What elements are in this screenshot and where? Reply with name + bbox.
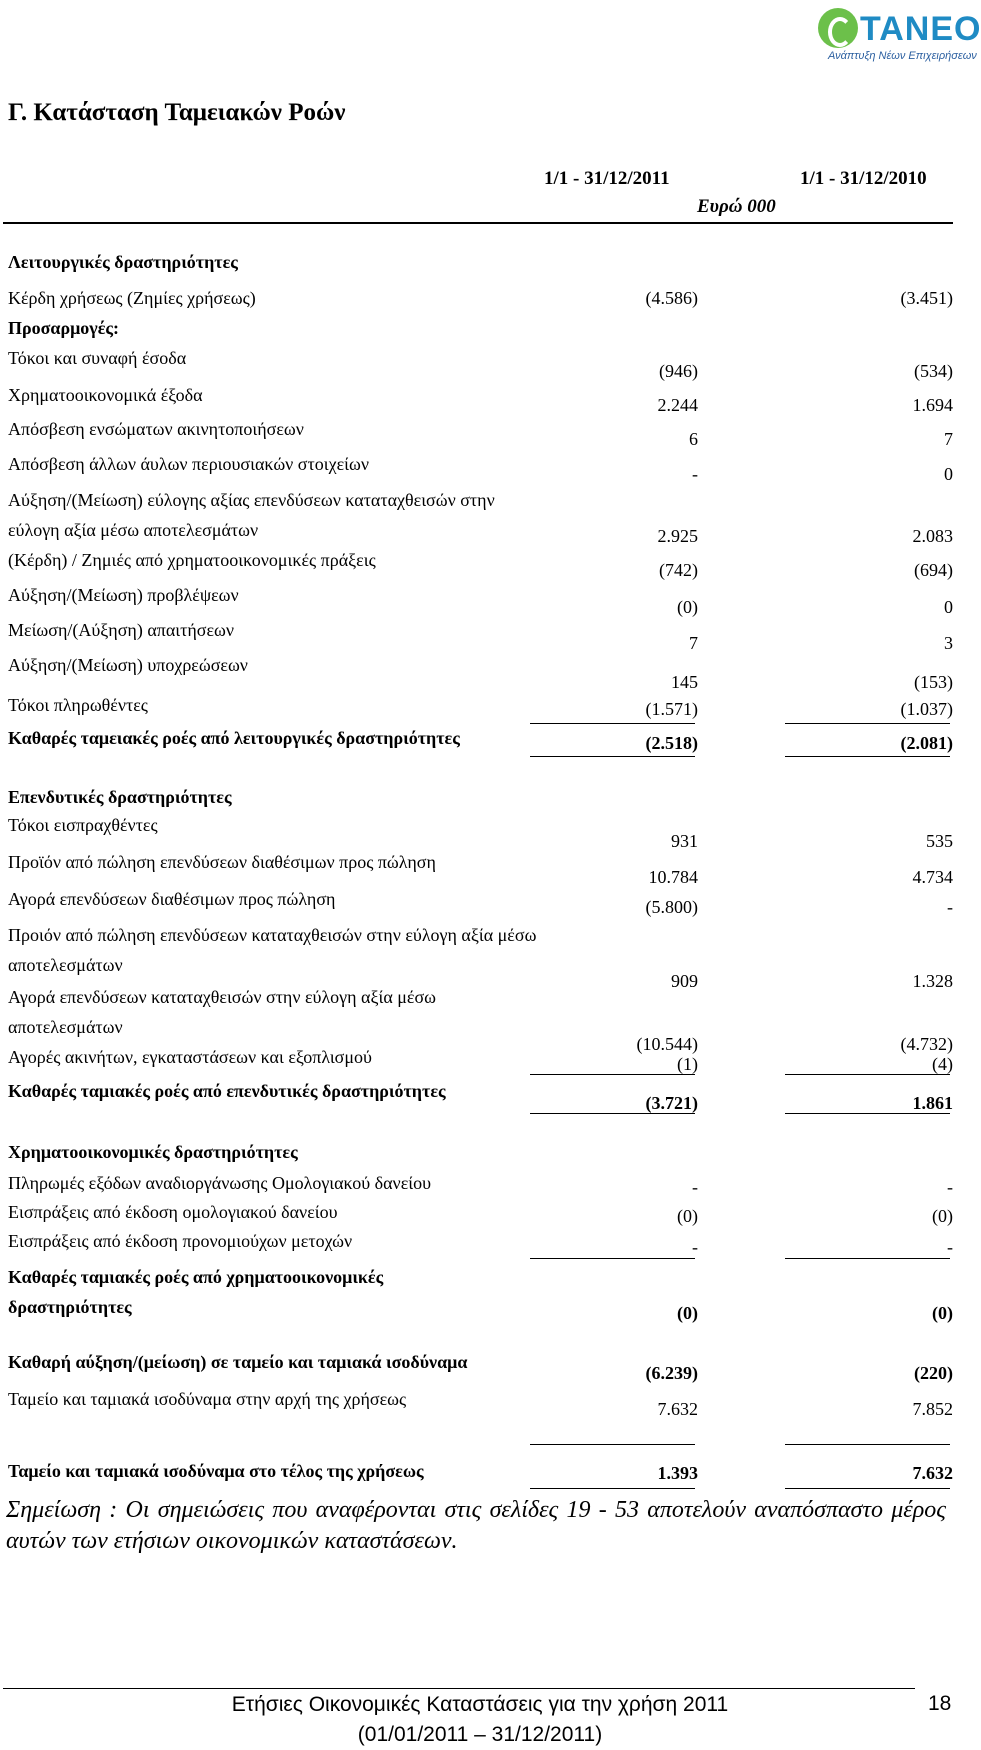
value-2011: -	[692, 1237, 698, 1257]
row-label: Τόκοι εισπραχθέντες	[8, 815, 158, 835]
page-footer	[0, 1690, 960, 1750]
header-rule	[3, 222, 953, 224]
subtotal-rule	[530, 1074, 695, 1075]
value-2010: 7.632	[912, 1463, 953, 1483]
taneo-logo	[816, 4, 981, 66]
total-rule	[530, 1488, 695, 1489]
value-2011: (10.544)	[636, 1034, 698, 1054]
row-label: Καθαρές ταμιακές ροές από χρηματοοικονομικές δραστηριότητες	[8, 1267, 384, 1317]
row-label: Ταμείο και ταμιακά ισοδύναμα στο τέλος της χρήσεως	[8, 1461, 424, 1481]
value-2011: (1.571)	[645, 699, 698, 719]
value-2011: (3.721)	[645, 1093, 698, 1113]
subtotal-rule	[785, 1074, 950, 1075]
row-label: Εισπράξεις από έκδοση προνομιούχων μετοχών	[8, 1231, 353, 1251]
value-2011: 909	[671, 971, 698, 991]
section-heading-operating: Λειτουργικές δραστηριότητες	[8, 252, 238, 272]
value-2011: 7	[689, 633, 698, 653]
logo-word: TANEO	[860, 10, 981, 48]
row-label: Αγορές ακινήτων, εγκαταστάσεων και εξοπλισμού	[8, 1047, 372, 1067]
value-2011: (2.518)	[645, 733, 698, 753]
value-2011: (0)	[677, 597, 698, 617]
value-2010: 4.734	[912, 867, 953, 887]
row-label: (Κέρδη) / Ζημιές από χρηματοοικονομικές πράξεις	[8, 550, 376, 570]
value-2011: (1)	[677, 1054, 698, 1074]
value-2010: 2.083	[912, 526, 953, 546]
value-2010: 7.852	[912, 1399, 953, 1419]
row-label: Αύξηση/(Μείωση) προβλέψεων	[8, 585, 239, 605]
row-label: Προιόν από πώληση επενδύσεων καταταχθεισών στην εύλογη αξία μέσω αποτελεσμάτων	[8, 925, 537, 975]
row-label: Καθαρές ταμιακές ροές από επενδυτικές δραστηριότητες	[8, 1081, 446, 1101]
column-header-2010: 1/1 - 31/12/2010	[800, 168, 927, 189]
subtotal-rule	[785, 1258, 950, 1259]
value-2011: 145	[671, 672, 698, 692]
total-rule	[785, 756, 950, 757]
row-label: Αγορά επενδύσεων καταταχθεισών στην εύλογη αξία μέσω αποτελεσμάτων	[8, 987, 437, 1037]
value-2010: (1.037)	[900, 699, 953, 719]
total-rule	[785, 1113, 950, 1114]
value-2010: 1.861	[912, 1093, 953, 1113]
value-2011: (0)	[677, 1303, 698, 1323]
logo-emblem-icon	[818, 8, 858, 48]
section-heading-investing: Επενδυτικές δραστηριότητες	[8, 787, 232, 807]
value-2010: (0)	[932, 1303, 953, 1323]
value-2010: 535	[926, 831, 953, 851]
subtotal-rule	[785, 723, 950, 724]
row-label: Απόσβεση ενσώματων ακινητοποιήσεων	[8, 419, 304, 439]
row-label: Απόσβεση άλλων άυλων περιουσιακών στοιχείων	[8, 454, 369, 474]
subtotal-rule	[530, 1258, 695, 1259]
value-2011: (946)	[659, 361, 698, 381]
value-2010: (153)	[914, 672, 953, 692]
row-label: Προϊόν από πώληση επενδύσεων διαθέσιμων προς πώληση	[8, 852, 436, 872]
row-label: Τόκοι και συναφή έσοδα	[8, 348, 187, 368]
value-2011: 10.784	[648, 867, 698, 887]
row-label: Καθαρή αύξηση/(μείωση) σε ταμείο και ταμιακά ισοδύναμα	[8, 1352, 468, 1372]
value-2010: 7	[944, 429, 953, 449]
value-2010: -	[947, 897, 953, 917]
footer-rule	[3, 1688, 915, 1689]
subtotal-rule	[785, 1444, 950, 1445]
total-rule	[530, 1113, 695, 1114]
footer-title: Ετήσιες Οικονομικές Καταστάσεις για την χρήση 2011	[231, 1693, 729, 1716]
value-2011: (4.586)	[645, 288, 698, 308]
footer-period: (01/01/2011 – 31/12/2011)	[357, 1723, 603, 1746]
value-2010: (2.081)	[900, 733, 953, 753]
row-label: Χρηματοοικονομικά έξοδα	[8, 385, 203, 405]
page-title: Γ. Κατάσταση Ταμειακών Ροών	[8, 99, 346, 126]
value-2010: (534)	[914, 361, 953, 381]
row-label: Ταμείο και ταμιακά ισοδύναμα στην αρχή της χρήσεως	[8, 1389, 407, 1409]
value-2010: 3	[944, 633, 953, 653]
value-2011: (0)	[677, 1206, 698, 1226]
adjustments-heading: Προσαρμογές:	[8, 318, 120, 338]
value-2010: (4.732)	[900, 1034, 953, 1054]
value-2010: (3.451)	[900, 288, 953, 308]
value-2010: (4)	[932, 1054, 953, 1074]
value-2011: -	[692, 464, 698, 484]
page-number: 18	[928, 1692, 952, 1715]
value-2011: 7.632	[657, 1399, 698, 1419]
section-heading-financing: Χρηματοοικονομικές δραστηριότητες	[8, 1142, 298, 1162]
notes-statement: Σημείωση : Οι σημειώσεις που αναφέρονται στις σελίδες 19 - 53 αποτελούν αναπόσπαστο μέρος αυτών των ετήσιων οικονομικών καταστάσεων.	[6, 1497, 946, 1554]
value-2011: (6.239)	[645, 1363, 698, 1383]
total-rule	[530, 756, 695, 757]
logo-tagline: Ανάπτυξη Νέων Επιχειρήσεων	[828, 50, 977, 62]
subtotal-rule	[530, 1444, 695, 1445]
value-2011: 931	[671, 831, 698, 851]
row-label: Αύξηση/(Μείωση) υποχρεώσεων	[8, 655, 248, 675]
value-2011: 6	[689, 429, 698, 449]
value-2011: 2.244	[657, 395, 698, 415]
currency-unit: Ευρώ 000	[697, 196, 776, 217]
value-2010: 0	[944, 597, 953, 617]
row-label: Καθαρές ταμειακές ροές από λειτουργικές δραστηριότητες	[8, 728, 460, 748]
value-2010: 1.328	[912, 971, 953, 991]
row-label: Κέρδη χρήσεως (Ζημίες χρήσεως)	[8, 288, 256, 308]
value-2010: (220)	[914, 1363, 953, 1383]
total-rule	[785, 1488, 950, 1489]
subtotal-rule	[530, 723, 695, 724]
value-2011: (742)	[659, 560, 698, 580]
value-2010: -	[947, 1237, 953, 1257]
value-2011: 2.925	[657, 526, 698, 546]
value-2011: (5.800)	[645, 897, 698, 917]
value-2011: 1.393	[657, 1463, 698, 1483]
row-label: Μείωση/(Αύξηση) απαιτήσεων	[8, 620, 235, 640]
column-header-2011: 1/1 - 31/12/2011	[544, 168, 670, 189]
value-2011: -	[692, 1177, 698, 1197]
value-2010: -	[947, 1177, 953, 1197]
value-2010: 0	[944, 464, 953, 484]
row-label: Αγορά επενδύσεων διαθέσιμων προς πώληση	[8, 889, 336, 909]
value-2010: 1.694	[912, 395, 953, 415]
row-label: Αύξηση/(Μείωση) εύλογης αξίας επενδύσεων καταταχθεισών στην εύλογη αξία μέσω αποτελεσμάτων	[8, 490, 495, 540]
row-label: Πληρωμές εξόδων αναδιοργάνωσης Ομολογιακού δανείου	[8, 1173, 432, 1193]
row-label: Τόκοι πληρωθέντες	[8, 695, 148, 715]
value-2010: (0)	[932, 1206, 953, 1226]
row-label: Εισπράξεις από έκδοση ομολογιακού δανείου	[8, 1202, 338, 1222]
value-2010: (694)	[914, 560, 953, 580]
